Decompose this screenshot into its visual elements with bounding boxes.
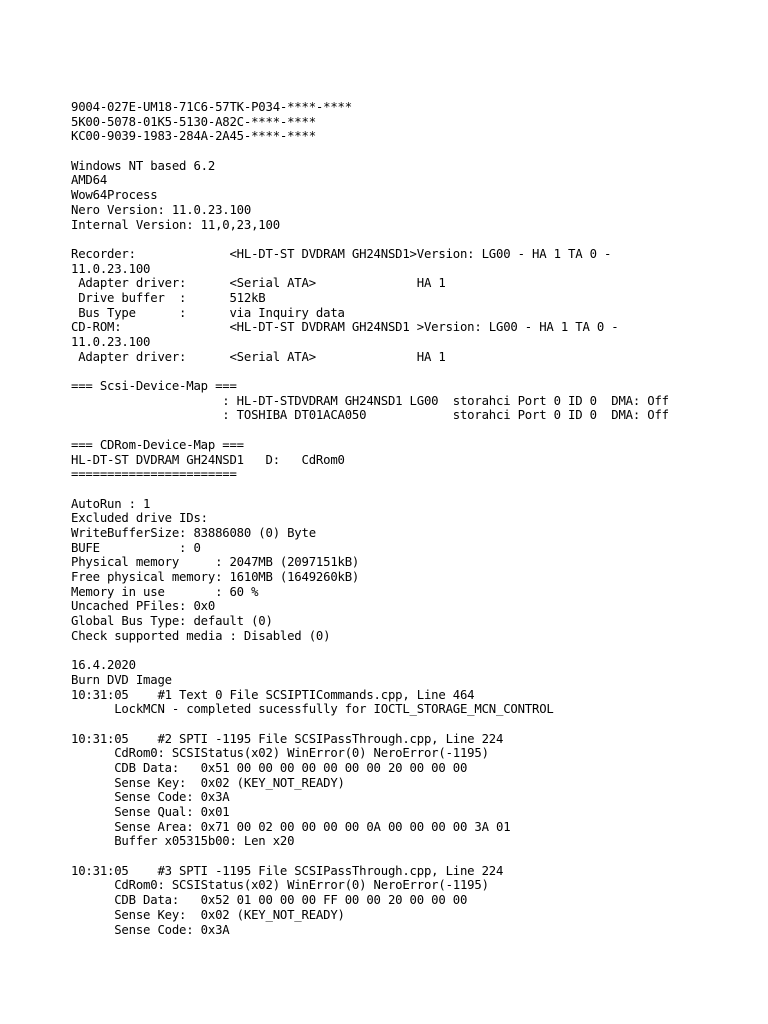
log-line: CD-ROM: <HL-DT-ST DVDRAM GH24NSD1 >Version: LG00 - HA 1 TA 0 - — [71, 320, 619, 335]
log-line: Global Bus Type: default (0) — [71, 614, 273, 629]
log-line: LockMCN - completed sucessfully for IOCTL_STORAGE_MCN_CONTROL — [71, 702, 554, 717]
log-line: Uncached PFiles: 0x0 — [71, 599, 216, 614]
log-line — [71, 717, 669, 732]
log-line: CDB Data: 0x52 01 00 00 00 FF 00 00 20 00 00 00 — [71, 893, 468, 908]
log-line: Sense Code: 0x3A — [71, 922, 230, 937]
log-line: AutoRun : 1 — [71, 496, 151, 511]
log-line: Wow64Process — [71, 188, 158, 203]
log-line: CdRom0: SCSIStatus(x02) WinError(0) NeroError(-1195) — [71, 878, 489, 893]
log-line: 10:31:05 #3 SPTI -1195 File SCSIPassThrough.cpp, Line 224 — [71, 863, 504, 878]
log-line: 11.0.23.100 — [71, 335, 151, 349]
log-line: Sense Qual: 0x01 — [71, 805, 230, 819]
log-line: Sense Code: 0x3A — [71, 790, 230, 805]
log-line: 5K00-5078-01K5-5130-A82C-****-**** — [71, 114, 316, 129]
log-line: 10:31:05 #2 SPTI -1195 File SCSIPassThrough.cpp, Line 224 — [71, 731, 504, 746]
log-line: Buffer x05315b00: Len x20 — [71, 834, 295, 849]
log-line: Excluded drive IDs: — [71, 511, 208, 526]
log-line: Sense Key: 0x02 (KEY_NOT_READY) — [71, 907, 345, 922]
log-line: AMD64 — [71, 173, 108, 188]
log-text — [71, 100, 669, 937]
log-line: Burn DVD Image — [71, 672, 172, 687]
log-line: Adapter driver: <Serial ATA> HA 1 — [71, 276, 446, 291]
log-line: Sense Key: 0x02 (KEY_NOT_READY) — [71, 775, 345, 790]
log-line: : HL-DT-STDVDRAM GH24NSD1 LG00 storahci Port 0 ID 0 DMA: Off — [71, 393, 669, 408]
log-line — [71, 423, 669, 438]
log-line: CdRom0: SCSIStatus(x02) WinError(0) NeroError(-1195) — [71, 746, 489, 761]
log-line: Check supported media : Disabled (0) — [71, 628, 331, 643]
log-line: 16.4.2020 — [71, 658, 136, 673]
log-line: KC00-9039-1983-284A-2A45-****-**** — [71, 129, 316, 144]
log-line: Internal Version: 11,0,23,100 — [71, 217, 280, 232]
log-line: Windows NT based 6.2 — [71, 158, 216, 173]
log-line — [71, 364, 669, 379]
log-line: Memory in use : 60 % — [71, 584, 259, 599]
log-line: 9004-027E-UM18-71C6-57TK-P034-****-**** — [71, 100, 352, 114]
log-line: === CDRom-Device-Map === — [71, 437, 244, 452]
log-line: HL-DT-ST DVDRAM GH24NSD1 D: CdRom0 — [71, 452, 345, 467]
log-line: Recorder: <HL-DT-ST DVDRAM GH24NSD1>Version: LG00 - HA 1 TA 0 - — [71, 246, 612, 261]
log-line: Physical memory : 2047MB (2097151kB) — [71, 555, 360, 570]
log-line: === Scsi-Device-Map === — [71, 379, 237, 394]
log-line: BUFE : 0 — [71, 540, 201, 555]
log-line — [71, 482, 669, 497]
log-line: Sense Area: 0x71 00 02 00 00 00 00 0A 00 00 00 00 3A 01 — [71, 819, 511, 834]
log-line: Adapter driver: <Serial ATA> HA 1 — [71, 349, 446, 364]
log-line: 10:31:05 #1 Text 0 File SCSIPTICommands.cpp, Line 464 — [71, 687, 475, 702]
log-line: CDB Data: 0x51 00 00 00 00 00 00 00 20 00 00 00 — [71, 760, 468, 775]
log-line: Drive buffer : 512kB — [71, 290, 266, 305]
log-line: Nero Version: 11.0.23.100 — [71, 202, 252, 217]
log-line — [71, 232, 669, 247]
log-line: : TOSHIBA DT01ACA050 storahci Port 0 ID 0 DMA: Off — [71, 408, 669, 423]
log-line: Free physical memory: 1610MB (1649260kB) — [71, 570, 360, 584]
log-line: WriteBufferSize: 83886080 (0) Byte — [71, 525, 316, 540]
log-line: Bus Type : via Inquiry data — [71, 305, 345, 320]
log-line — [71, 144, 669, 159]
log-line: 11.0.23.100 — [71, 261, 151, 276]
log-line — [71, 849, 669, 864]
log-line — [71, 643, 669, 658]
log-line: ======================= — [71, 467, 237, 482]
